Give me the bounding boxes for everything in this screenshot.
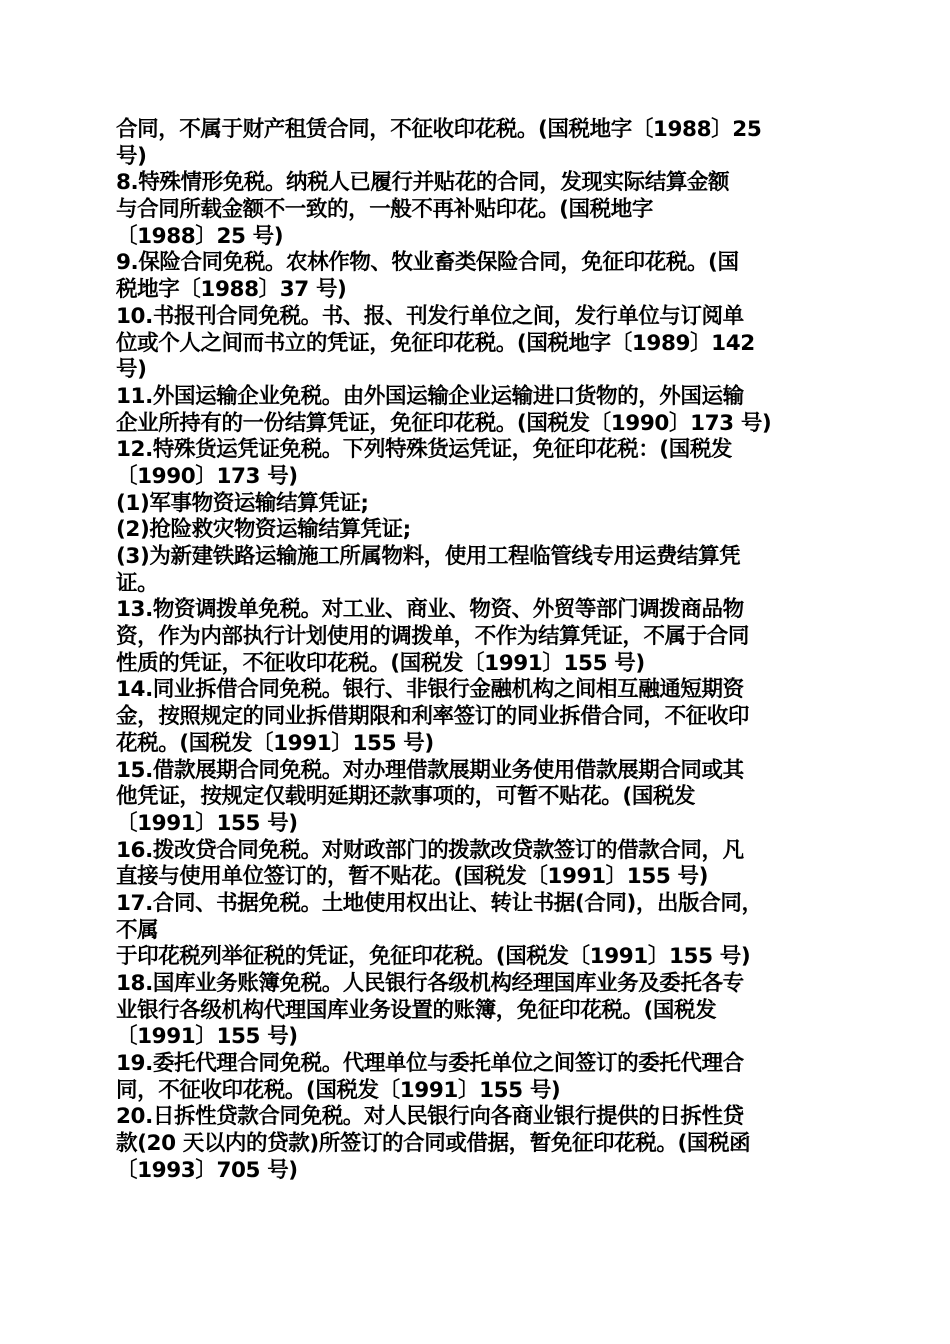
text-line: 15.借款展期合同免税。对办理借款展期业务使用借款展期合同或其 [116,757,744,783]
text-line: 企业所持有的一份结算凭证，免征印花税。(国税发〔1990〕173 号) [116,410,772,436]
text-line: 〔1993〕705 号) [116,1157,298,1183]
text-line: 17.合同、书据免税。土地使用权出让、转让书据(合同)，出版合同， [116,890,763,916]
text-line: 不属 [116,917,159,943]
text-line: 合同，不属于财产租赁合同，不征收印花税。(国税地字〔1988〕25 [116,117,762,142]
text-line: 9.保险合同免税。农林作物、牧业畜类保险合同，免征印花税。(国 [116,250,739,276]
text-line: 18.国库业务账簿免税。人民银行各级机构经理国库业务及委托各专 [116,971,744,996]
text-line: 8.特殊情形免税。纳税人已履行并贴花的合同，发现实际结算金额 [116,170,730,196]
text-line: 11.外国运输企业免税。由外国运输企业运输进口货物的，外国运输 [116,383,744,409]
text-line: 13.物资调拨单免税。对工业、商业、物资、外贸等部门调拨商品物 [116,597,744,623]
text-line: 〔1988〕25 号) [116,223,284,249]
text-line: 号) [116,143,147,169]
text-line: 直接与使用单位签订的，暂不贴花。(国税发〔1991〕155 号) [116,864,709,890]
text-line: 款(20 天以内的贷款)所签订的合同或借据，暂免征印花税。(国税函 [116,1131,751,1157]
text-line: 20.日拆性贷款合同免税。对人民银行向各商业银行提供的日拆性贷 [116,1104,744,1130]
text-line: 〔1991〕155 号) [116,810,298,836]
text-line: 税地字〔1988〕37 号) [116,277,347,303]
text-line: 16.拨改贷合同免税。对财政部门的拨款改贷款签订的借款合同，凡 [116,837,744,863]
text-line: 号) [116,357,147,383]
text-line: 业银行各级机构代理国库业务设置的账簿，免征印花税。(国税发 [116,997,717,1023]
text-line: 〔1990〕173 号) [116,463,298,489]
text-line: 12.特殊货运凭证免税。下列特殊货运凭证，免征印花税：(国税发 [116,437,733,463]
text-line: 性质的凭证，不征收印花税。(国税发〔1991〕155 号) [116,650,645,676]
text-line: 他凭证，按规定仅载明延期还款事项的，可暂不贴花。(国税发 [116,784,696,810]
text-line: 于印花税列举征税的凭证，免征印花税。(国税发〔1991〕155 号) [116,944,751,970]
text-line: (1)军事物资运输结算凭证; [116,490,369,516]
text-line: 14.同业拆借合同免税。银行、非银行金融机构之间相互融通短期资 [116,677,744,703]
text-line: (3)为新建铁路运输施工所属物料，使用工程临管线专用运费结算凭 [116,544,741,569]
text-line: 〔1991〕155 号) [116,1024,298,1050]
document-body [116,117,834,1185]
text-line: 同，不征收印花税。(国税发〔1991〕155 号) [116,1077,561,1103]
text-line: 花税。(国税发〔1991〕155 号) [116,730,434,756]
text-line: 19.委托代理合同免税。代理单位与委托单位之间签订的委托代理合 [116,1051,744,1077]
text-line: 10.书报刊合同免税。书、报、刊发行单位之间，发行单位与订阅单 [116,303,744,329]
text-line: 资，作为内部执行计划使用的调拨单，不作为结算凭证，不属于合同 [116,624,750,650]
text-line: (2)抢险救灾物资运输结算凭证; [116,517,411,543]
text-line: 证。 [116,570,159,596]
text-line: 与合同所载金额不一致的，一般不再补贴印花。(国税地字 [116,197,653,223]
text-line: 位或个人之间而书立的凭证，免征印花税。(国税地字〔1989〕142 [116,330,755,356]
text-line: 金，按照规定的同业拆借期限和利率签订的同业拆借合同，不征收印 [116,704,750,730]
